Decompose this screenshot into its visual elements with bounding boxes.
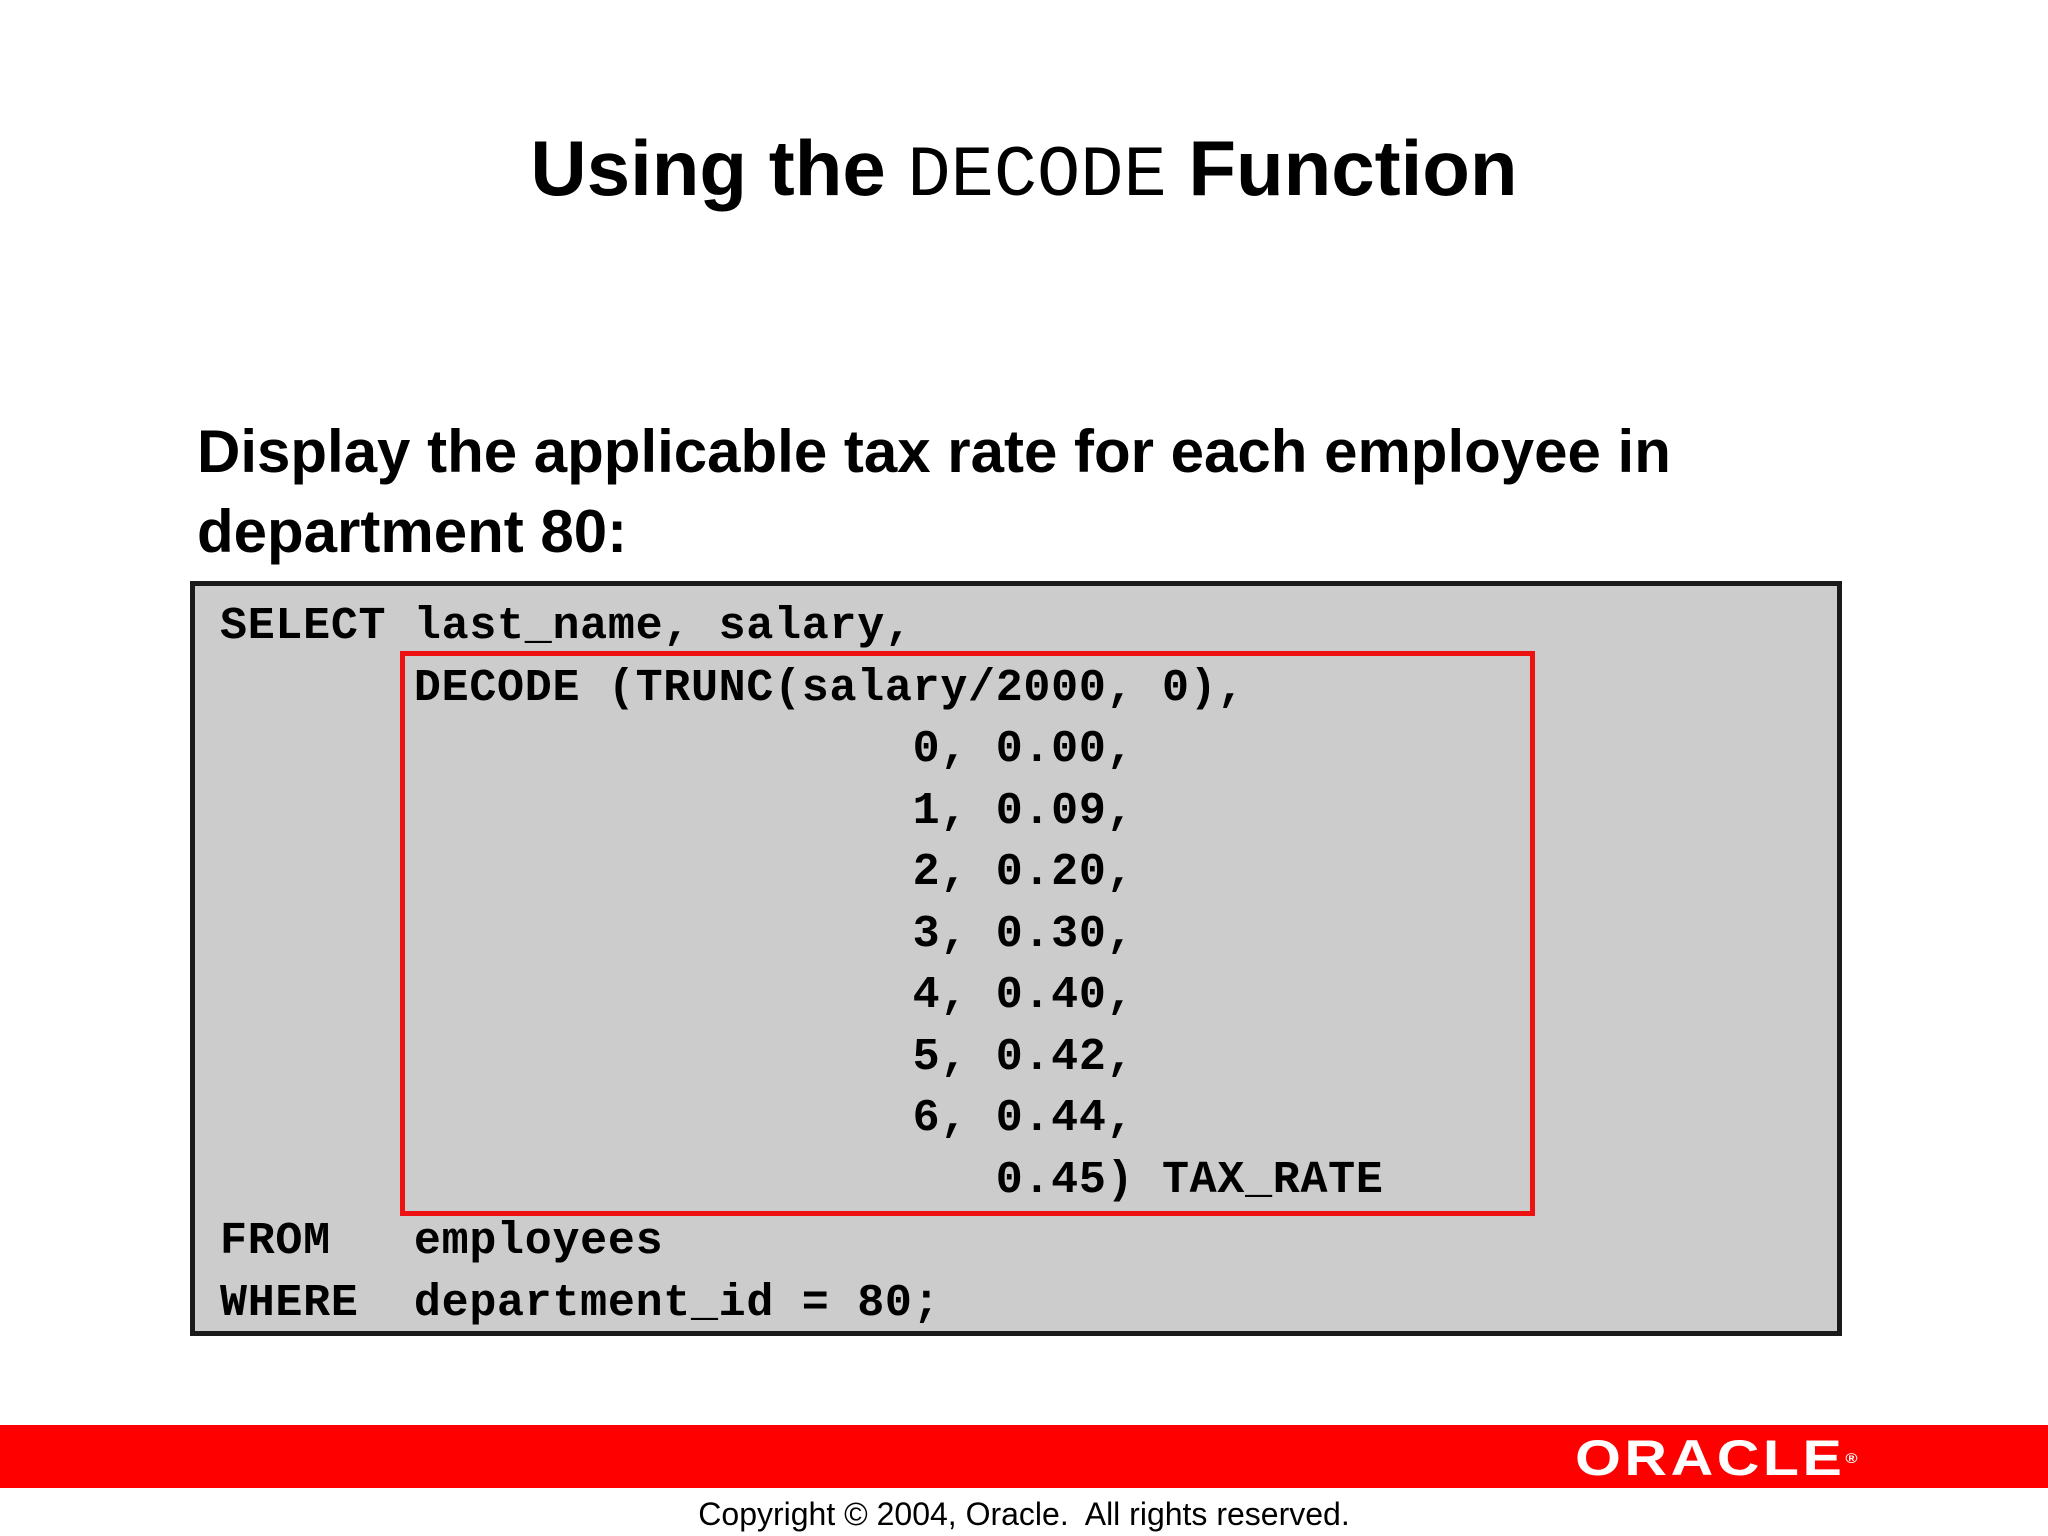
intro-text: Display the applicable tax rate for each employee in department 80: [197,418,1671,565]
code-line-case-6: 6, 0.44, [220,1093,1135,1144]
decode-highlight-box [400,651,1535,1216]
title-suffix: Function [1166,124,1518,212]
copyright-notice: Copyright © 2004, Oracle. All rights reserved. [698,1496,1350,1532]
slide-title [0,118,2048,226]
code-line-where: WHERE department_id = 80; [220,1277,941,1329]
oracle-logo-text: ORACLE [1575,1430,1846,1486]
code-line-default: 0.45) TAX_RATE [220,1154,1384,1206]
title-code-keyword: DECODE [907,135,1167,217]
code-line-case-0: 0, 0.00, [220,724,1135,775]
code-line-case-4: 4, 0.40, [220,970,1135,1021]
code-line-select: SELECT last_name, salary, [220,601,913,652]
code-line-decode: DECODE (TRUNC(salary/2000, 0), [220,662,1246,714]
code-line-case-1: 1, 0.09, [220,785,1135,837]
registered-mark-icon: ® [1845,1450,1858,1466]
code-line-from: FROM employees [220,1216,664,1267]
code-line-case-2: 2, 0.20, [220,847,1135,898]
title-prefix: Using the [530,124,908,212]
code-line-case-5: 5, 0.42, [220,1031,1135,1083]
code-line-case-3: 3, 0.30, [220,908,1135,960]
oracle-logo [1575,1430,1858,1486]
